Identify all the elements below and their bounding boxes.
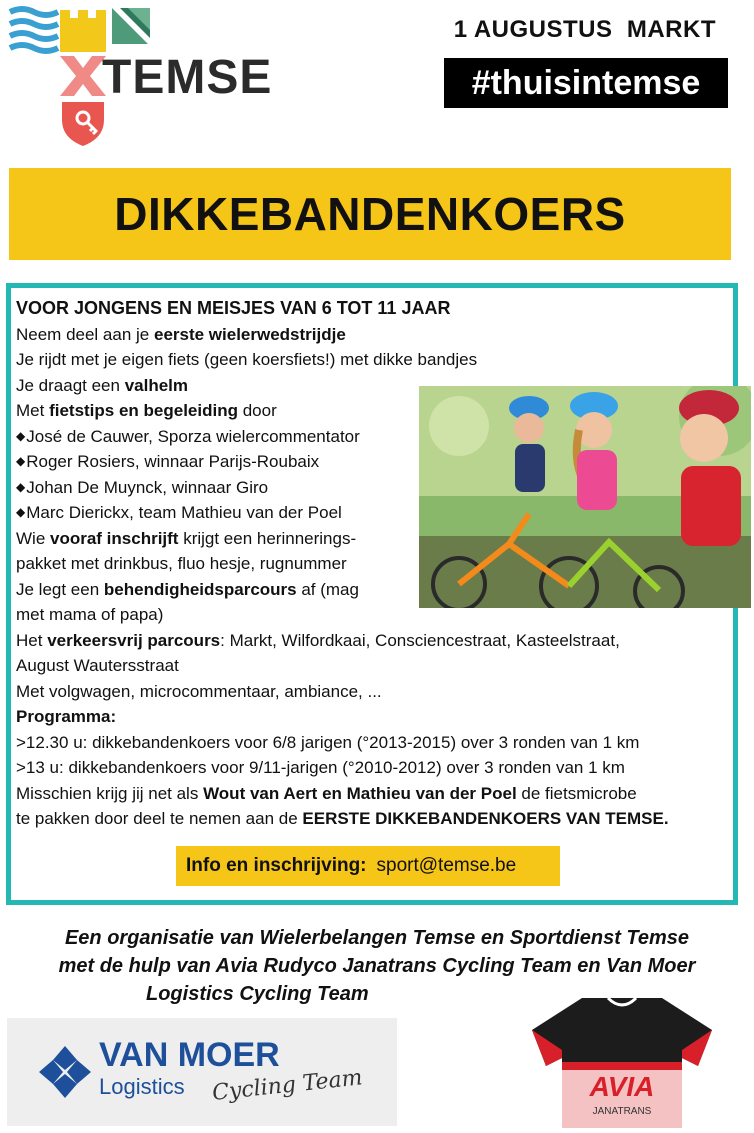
text-span: Je draagt een bbox=[16, 375, 125, 395]
text-line bbox=[16, 781, 732, 807]
brand-wordmark: TEMSE bbox=[102, 51, 273, 104]
text-line: Met volgwagen, microcommentaar, ambiance, ... bbox=[16, 681, 382, 701]
title-banner bbox=[9, 168, 731, 260]
guide-name: Marc Dierickx, team Mathieu van der Poel bbox=[26, 503, 342, 522]
text-span: Wie bbox=[16, 528, 50, 548]
vm-sub: Logistics bbox=[99, 1074, 185, 1099]
credit-line: met de hulp van Avia Rudyco Janatrans Cycling Team en Van Moer bbox=[58, 955, 696, 977]
jersey-brand: AVIA bbox=[589, 1071, 655, 1102]
text-span: : Markt, Wilfordkaai, Consciencestraat, Kasteelstraat, bbox=[220, 630, 620, 650]
event-date: 1 AUGUSTUS MARKT bbox=[453, 16, 716, 43]
vm-script: Cycling Team bbox=[211, 1065, 364, 1106]
guide-name: Roger Rosiers, winnaar Parijs-Roubaix bbox=[26, 452, 320, 471]
bold-span: behendigheidsparcours bbox=[103, 579, 297, 599]
program-item: >13 u: dikkebandenkoers voor 9/11-jarigen (°2010-2012) over 3 ronden van 1 km bbox=[16, 758, 625, 777]
text-line bbox=[16, 322, 732, 348]
text-line bbox=[16, 373, 732, 399]
text-line bbox=[16, 577, 732, 603]
text-span: Met bbox=[16, 401, 50, 420]
guide-item bbox=[16, 500, 732, 526]
text-line bbox=[16, 628, 732, 654]
text-span: Je legt een bbox=[16, 579, 104, 599]
guide-item bbox=[16, 475, 732, 501]
text-line: Je rijdt met je eigen fiets (geen koersfiets!) met dikke bandjes bbox=[16, 350, 478, 369]
credit-line: Een organisatie van Wielerbelangen Temse en Sportdienst Temse bbox=[64, 927, 690, 949]
hashtag-badge bbox=[444, 58, 728, 108]
guide-name: Johan De Muynck, winnaar Giro bbox=[26, 477, 269, 497]
text-line bbox=[16, 398, 732, 424]
text-span: Het bbox=[16, 630, 48, 650]
text-span: krijgt een herinnerings- bbox=[178, 528, 357, 548]
jersey-sub: JANATRANS bbox=[592, 1106, 652, 1117]
diamond-bullet-icon: ◆ bbox=[16, 479, 26, 494]
text-span: Misschien krijg jij net als bbox=[16, 783, 204, 803]
email-link[interactable]: sport@temse.be bbox=[376, 855, 517, 876]
diamond-bullet-icon: ◆ bbox=[16, 505, 26, 519]
text-span: door bbox=[237, 401, 277, 420]
jersey-icon bbox=[512, 990, 732, 1128]
bold-span: verkeersvrij parcours bbox=[47, 630, 221, 650]
text-span: af (mag bbox=[296, 579, 359, 599]
program-item: >12.30 u: dikkebandenkoers voor 6/8 jarigen (°2013-2015) over 3 ronden van 1 km bbox=[16, 732, 640, 752]
guide-name: José de Cauwer, Sporza wielercommentator bbox=[26, 426, 360, 446]
text-line bbox=[16, 806, 732, 832]
hashtag-text: #thuisintemse bbox=[471, 63, 701, 102]
bold-span: EERSTE DIKKEBANDENKOERS VAN TEMSE. bbox=[302, 809, 669, 828]
text-line bbox=[16, 526, 732, 552]
audience-heading: VOOR JONGENS EN MEISJES VAN 6 TOT 11 JAAR bbox=[16, 298, 451, 318]
bold-span: fietstips en begeleiding bbox=[49, 401, 238, 420]
event-details bbox=[16, 296, 732, 832]
info-box bbox=[176, 846, 560, 886]
bold-span: valhelm bbox=[124, 375, 189, 395]
vm-title: VAN MOER bbox=[99, 1036, 280, 1074]
text-line: pakket met drinkbus, fluo hesje, rugnummer bbox=[16, 554, 347, 573]
text-span: Neem deel aan je bbox=[16, 324, 154, 344]
guide-item bbox=[16, 449, 732, 475]
van-moer-logo bbox=[7, 1018, 397, 1126]
info-label: Info en inschrijving: bbox=[186, 855, 367, 876]
text-line: met mama of papa) bbox=[16, 605, 164, 624]
bold-span: vooraf inschrijft bbox=[50, 528, 179, 548]
diamond-bullet-icon: ◆ bbox=[16, 428, 26, 443]
diamond-bullet-icon: ◆ bbox=[16, 454, 26, 468]
text-line: August Wautersstraat bbox=[16, 656, 179, 675]
text-span: te pakken door deel te nemen aan de bbox=[16, 809, 303, 828]
text-span: de fietsmicrobe bbox=[516, 783, 637, 803]
avia-jersey-image bbox=[512, 990, 732, 1128]
bold-span: Programma: bbox=[16, 707, 117, 726]
van-moer-logo-icon bbox=[7, 1018, 397, 1126]
bold-span: Wout van Aert en Mathieu van der Poel bbox=[203, 783, 517, 803]
page-title: DIKKEBANDENKOERS bbox=[114, 188, 626, 240]
guide-item bbox=[16, 424, 732, 450]
bold-span: eerste wielerwedstrijdje bbox=[153, 324, 346, 344]
credit-line: Logistics Cycling Team bbox=[146, 983, 369, 1005]
programma-heading bbox=[16, 704, 732, 730]
